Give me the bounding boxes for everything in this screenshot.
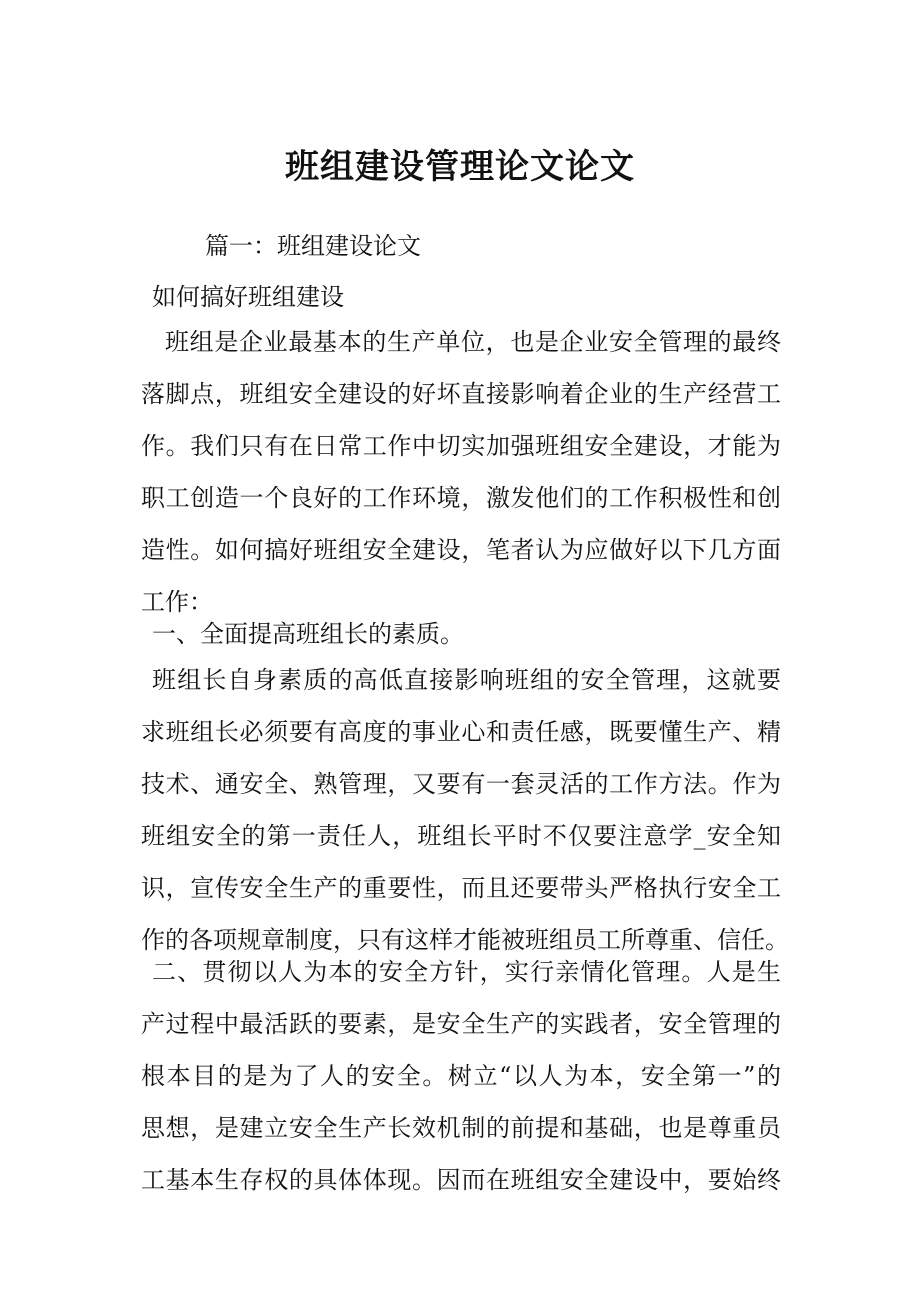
text-line: 作的各项规章制度，只有这样才能被班组员工所尊重、信任。 xyxy=(141,926,789,954)
section-heading: 篇一：班组建设论文 xyxy=(205,232,421,260)
paragraph-point-two xyxy=(141,946,781,1206)
text-line: 班组安全的第一责任人，班组长平时不仅要注意学_安全知 xyxy=(141,822,781,850)
paragraph-point-one xyxy=(141,654,789,966)
text-line: 根本目的是为了人的安全。树立“以人为本，安全第一”的 xyxy=(141,1062,781,1090)
text-line: 落脚点，班组安全建设的好坏直接影响着企业的生产经营工 xyxy=(141,380,781,408)
point-one-heading: 一、全面提高班组长的素质。 xyxy=(152,620,464,648)
text-line: 造性。如何搞好班组安全建设，笔者认为应做好以下几方面 xyxy=(141,536,781,564)
text-line: 思想，是建立安全生产长效机制的前提和基础，也是尊重员 xyxy=(141,1114,781,1142)
text-line: 求班组长必须要有高度的事业心和责任感，既要懂生产、精 xyxy=(141,718,781,746)
paragraph-intro xyxy=(141,316,781,628)
text-line: 班组长自身素质的高低直接影响班组的安全管理，这就要 xyxy=(152,666,781,694)
text-line: 识，宣传安全生产的重要性，而且还要带头严格执行安全工 xyxy=(141,874,781,902)
text-line: 工作： xyxy=(141,588,213,616)
text-line: 二、贯彻以人为本的安全方针，实行亲情化管理。人是生 xyxy=(152,958,781,986)
text-line: 职工创造一个良好的工作环境，激发他们的工作积极性和创 xyxy=(141,484,781,512)
text-line: 技术、通安全、熟管理，又要有一套灵活的工作方法。作为 xyxy=(141,770,781,798)
document-title: 班组建设管理论文论文 xyxy=(285,147,635,187)
text-line: 班组是企业最基本的生产单位，也是企业安全管理的最终 xyxy=(165,328,781,356)
subheading: 如何搞好班组建设 xyxy=(152,283,344,311)
text-line: 工基本生存权的具体体现。因而在班组安全建设中，要始终 xyxy=(141,1166,781,1194)
text-line: 产过程中最活跃的要素，是安全生产的实践者，安全管理的 xyxy=(141,1010,781,1038)
text-line: 作。我们只有在日常工作中切实加强班组安全建设，才能为 xyxy=(141,432,781,460)
